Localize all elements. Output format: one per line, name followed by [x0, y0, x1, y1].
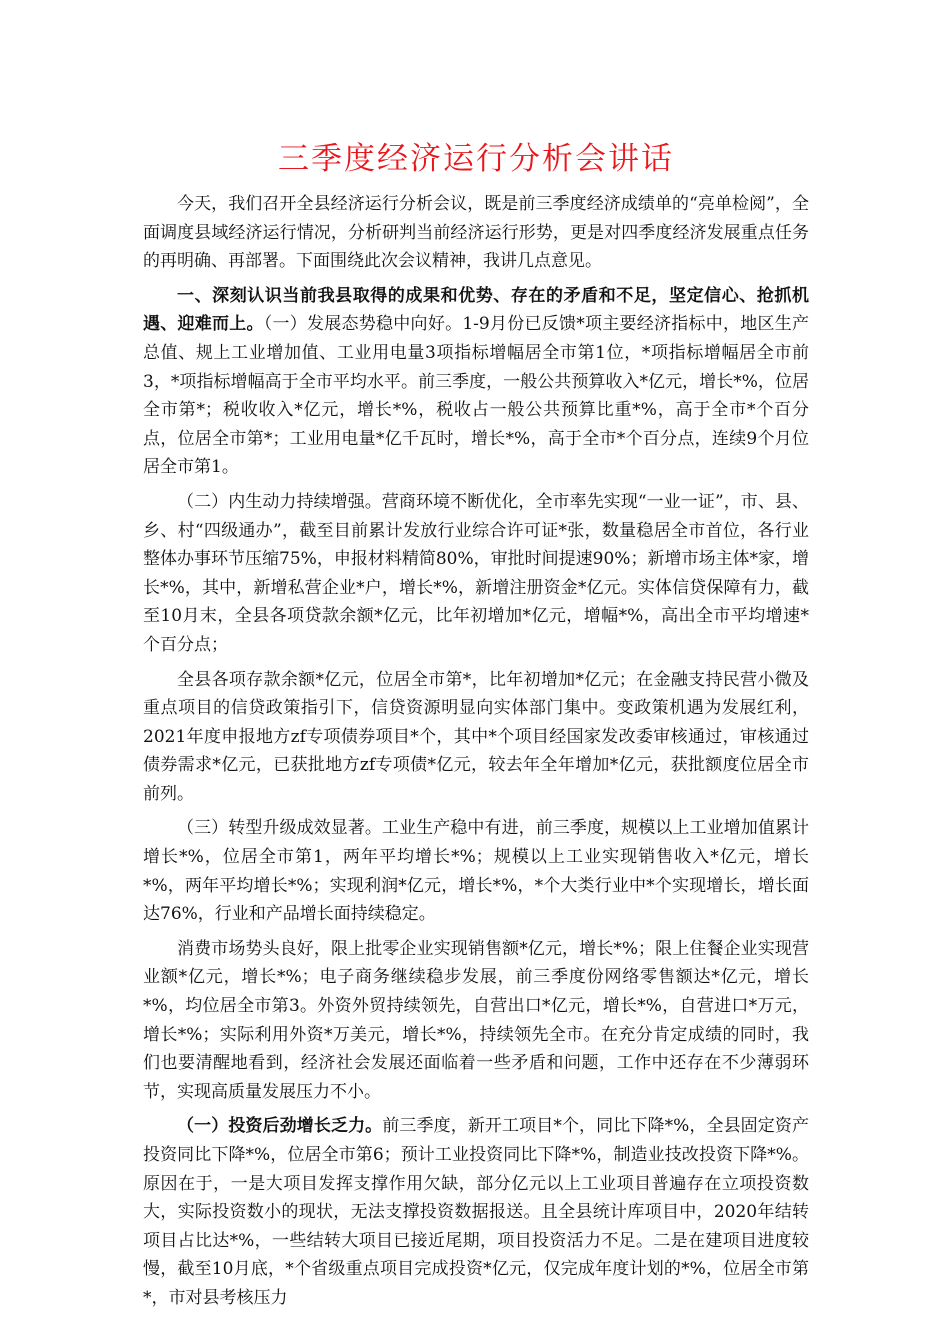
paragraph-text: （三）转型升级成效显著。工业生产稳中有进，前三季度，规模以上工业增加值累计增长*%，位居全市第1，两年平均增长*%；规模以上工业实现销售收入*亿元，增长*%，两年平均增长*%；实现利润*亿元，增长*%，*个大类行业中*个实现增长，增长面达76%，行业和产品增长面持续稳定。: [143, 818, 809, 925]
paragraph-text: 今天，我们召开全县经济运行分析会议，既是前三季度经济成绩单的“亮单检阅”，全面调度县域经济运行情况，分析研判当前经济运行形势，更是对四季度经济发展重点任务的再明确、再部署。下面围绕此次会议精神，我讲几点意见。: [143, 194, 809, 272]
subsection-heading: （一）投资后劲增长乏力。: [177, 1116, 383, 1137]
document-page: [143, 138, 809, 1319]
paragraph-text: （二）内生动力持续增强。营商环境不断优化，全市率先实现“一业一证”，市、县、乡、村“四级通办”，截至目前累计发放行业综合许可证*张，数量稳居全市首位，各行业整体办事环节压缩75%，申报材料精简80%，审批时间提速90%；新增市场主体*家，增长*%，其中，新增私营企业*户，增长*%，新增注册资金*亿元。实体信贷保障有力，截至10月末，全县各项贷款余额*亿元，比年初增加*亿元，增幅*%，高出全市平均增速*个百分点；: [143, 491, 809, 655]
paragraph-deposits: [143, 666, 809, 809]
document-title: 三季度经济运行分析会讲话: [278, 141, 674, 177]
paragraph-section-1: [143, 282, 809, 482]
paragraph-investment: [143, 1112, 809, 1312]
section-heading: 一、深刻认识当前我县取得的成果和优势、存在的矛盾和不足，坚定信心、抢抓机遇、迎难而上。: [143, 285, 809, 335]
paragraph-intro: [143, 190, 809, 276]
paragraph-text: 全县各项存款余额*亿元，位居全市第*，比年初增加*亿元；在金融支持民营小微及重点项目的信贷政策指引下，信贷资源明显向实体部门集中。变政策机遇为发展红利，2021年度申报地方zf专项债券项目*个，其中*个项目经国家发改委审核通过，审核通过债券需求*亿元，已获批地方zf专项债*亿元，较去年全年增加*亿元，获批额度位居全市前列。: [143, 669, 809, 804]
paragraph-transformation: [143, 814, 809, 928]
paragraph-internal-drive: [143, 488, 809, 660]
paragraph-text: 前三季度，新开工项目*个，同比下降*%，全县固定资产投资同比下降*%，位居全市第6；预计工业投资同比下降*%，制造业技改投资下降*%。原因在于，一是大项目发挥支撑作用欠缺，部分亿元以上工业项目普遍存在立项投资数大，实际投资数小的现状，无法支撑投资数据报送。且全县统计库项目中，2020年结转项目占比达*%，一些结转大项目已接近尾期，项目投资活力不足。二是在建项目进度较慢，截至10月底，*个省级重点项目完成投资*亿元，仅完成年度计划的*%，位居全市第*，市对县考核压力: [143, 1116, 809, 1308]
paragraph-text: 消费市场势头良好，限上批零企业实现销售额*亿元，增长*%；限上住餐企业实现营业额*亿元，增长*%；电子商务继续稳步发展，前三季度份网络零售额达*亿元，增长*%，均位居全市第3。外资外贸持续领先，自营出口*亿元，增长*%，自营进口*万元，增长*%；实际利用外资*万美元，增长*%，持续领先全市。在充分肯定成绩的同时，我们也要清醒地看到，经济社会发展还面临着一些矛盾和问题，工作中还存在不少薄弱环节，实现高质量发展压力不小。: [143, 938, 809, 1102]
paragraph-text: （一）发展态势稳中向好。1-9月份已反馈*项主要经济指标中，地区生产总值、规上工业增加值、工业用电量3项指标增幅居全市第1位，*项指标增幅居全市前3，*项指标增幅高于全市平均水平。前三季度，一般公共预算收入*亿元，增长*%，位居全市第*；税收收入*亿元，增长*%，税收占一般公共预算比重*%，高于全市*个百分点，位居全市第*；工业用电量*亿千瓦时，增长*%，高于全市*个百分点，连续9个月位居全市第1。: [143, 314, 810, 478]
paragraph-consumption: [143, 935, 809, 1107]
